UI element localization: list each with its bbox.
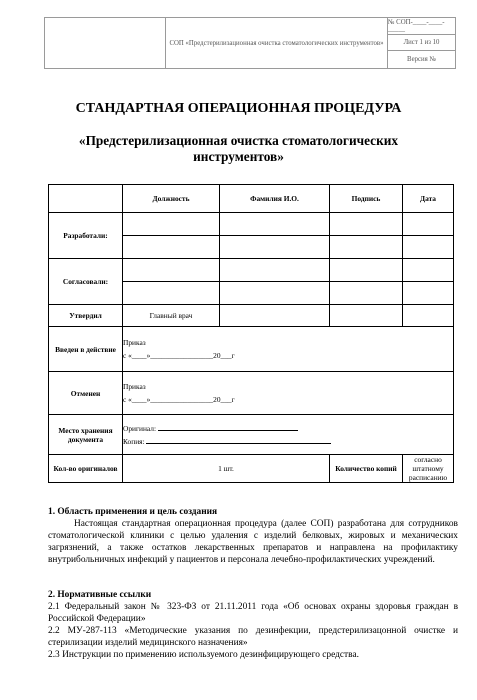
cell — [330, 305, 403, 327]
cell — [403, 282, 454, 305]
table-row — [49, 455, 454, 483]
developed-label: Разработали: — [49, 213, 123, 259]
cell — [330, 213, 403, 236]
cell — [220, 236, 330, 259]
table-row — [49, 259, 454, 282]
cell — [123, 236, 220, 259]
table-row — [49, 372, 454, 415]
cell — [123, 259, 220, 282]
col-signature: Подпись — [330, 185, 403, 213]
reference-2: 2.2 МУ-287-113 «Методические указания по дезинфекции, предстерилизацонной очистке и стерилизации изделий медицинского назначения» — [48, 626, 458, 648]
table-row — [49, 305, 454, 327]
copy-label: Копия: — [123, 436, 145, 446]
col-date: Дата — [403, 185, 454, 213]
cell — [220, 305, 330, 327]
cell — [403, 259, 454, 282]
header-doc-title: СОП «Предстерилизационная очистка стоматологических инструментов» — [165, 18, 388, 68]
cell — [403, 213, 454, 236]
table-row — [49, 415, 454, 455]
col-name: Фамилия И.О. — [220, 185, 330, 213]
header-empty-cell — [49, 185, 123, 213]
header-number: № СОП-____-____-_____ — [388, 18, 455, 35]
cell — [403, 305, 454, 327]
copy-underline — [146, 436, 331, 444]
section-scope — [48, 506, 458, 566]
page-subtitle — [0, 133, 477, 165]
header-sheet: Лист 1 из 10 — [388, 35, 455, 52]
order-date-line: с «____»_________________20___г — [123, 351, 235, 360]
reference-1: 2.1 Федеральный закон № 323-ФЗ от 21.11.2011 года «Об основах охраны здоровья граждан в Российской Федерации» — [48, 602, 458, 624]
cell — [403, 236, 454, 259]
section-2-title: 2. Нормативные ссылки — [48, 590, 152, 600]
cancelled-order — [123, 372, 454, 415]
page-title: СТАНДАРТНАЯ ОПЕРАЦИОННАЯ ПРОЦЕДУРА — [75, 101, 402, 116]
cell — [220, 259, 330, 282]
table-header-row — [49, 185, 454, 213]
approval-table — [48, 184, 454, 483]
col-position: Должность — [123, 185, 220, 213]
section-1-title: 1. Область применения и цель создания — [48, 507, 218, 517]
header-version: Версия № — [407, 56, 436, 64]
order-label: Приказ — [123, 382, 146, 391]
cell — [123, 282, 220, 305]
order-label: Приказ — [123, 338, 146, 347]
original-label: Оригинал: — [123, 423, 157, 433]
header-meta — [388, 18, 455, 68]
originals-count: 1 шт. — [123, 455, 330, 483]
cell — [220, 213, 330, 236]
approved-position: Главный врач — [123, 305, 220, 327]
copies-note: согласно штатному расписанию — [403, 455, 454, 483]
cell — [330, 236, 403, 259]
approved-label: Утвердил — [49, 305, 123, 327]
copies-count-label: Количество копий — [330, 455, 403, 483]
cell — [330, 259, 403, 282]
agreed-label: Согласовали: — [49, 259, 123, 305]
reference-3: 2.3 Инструкции по применению используемого дезинфицирующего средства. — [48, 650, 359, 660]
section-references — [48, 589, 458, 661]
cell — [220, 282, 330, 305]
original-underline — [158, 423, 298, 431]
introduced-order — [123, 327, 454, 372]
cancelled-label: Отменен — [49, 372, 123, 415]
subtitle-text: «Предстерилизационная очистка стоматологических инструментов» — [78, 133, 399, 164]
storage-cell — [123, 415, 454, 455]
table-row — [49, 327, 454, 372]
introduced-label: Введен в действие — [49, 327, 123, 372]
copy-line — [123, 435, 453, 448]
table-row — [49, 213, 454, 236]
document-header — [44, 17, 456, 69]
order-date-line: с «____»_________________20___г — [123, 395, 235, 404]
originals-count-label: Кол-во оригиналов — [49, 455, 123, 483]
section-1-text: Настоящая стандартная операционная процедура (далее СОП) разработана для сотрудников стоматологической клиники с целью удаления с изделий белковых, жировых и механических загрязнений, а также остатков лекарственных препаратов и направлена на профилактику внутрибольничных инфекций у пациентов и персонала лечебно-профилактических учреждений. — [48, 519, 458, 565]
cell — [330, 282, 403, 305]
cell — [123, 213, 220, 236]
original-line — [123, 422, 453, 435]
storage-label: Место хранения документа — [49, 415, 123, 455]
